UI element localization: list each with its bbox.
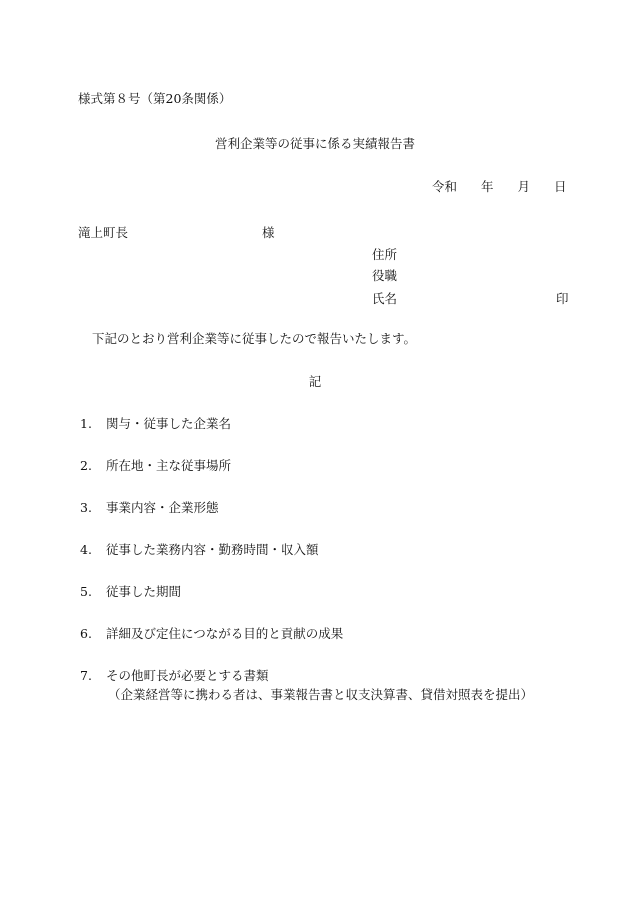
item-number: 2. — [80, 458, 92, 473]
document-title: 営利企業等の従事に係る実績報告書 — [214, 136, 415, 151]
addressee-honorific: 様 — [262, 225, 275, 240]
list-item — [80, 670, 269, 683]
date-year-label: 年 — [481, 179, 494, 194]
item-7-note: （企業経営等に携わる者は、事業報告書と収支決算書、貸借対照表を提出） — [108, 687, 534, 702]
address-label: 住所 — [372, 247, 398, 262]
date-day-label: 日 — [554, 179, 567, 194]
intro-text: 下記のとおり営利企業等に従事したので報告いたします。 — [92, 331, 417, 346]
name-label: 氏名 — [372, 291, 398, 306]
date-line — [432, 181, 567, 194]
item-number: 4. — [80, 542, 92, 557]
list-item — [80, 460, 231, 473]
list-item — [80, 418, 231, 431]
date-month-label: 月 — [517, 179, 531, 194]
item-label: 詳細及び定住につながる目的と貢献の成果 — [106, 626, 344, 641]
item-label: 従事した期間 — [106, 584, 182, 599]
item-label: 従事した業務内容・勤務時間・収入額 — [106, 542, 319, 557]
list-item — [80, 544, 319, 557]
item-number: 6. — [80, 626, 92, 641]
addressee-name: 滝上町長 — [78, 225, 129, 240]
list-item — [80, 502, 219, 515]
item-number: 5. — [80, 584, 92, 599]
item-label: その他町長が必要とする書類 — [106, 668, 269, 683]
ki-heading: 記 — [308, 374, 322, 389]
date-era: 令和 — [432, 179, 458, 194]
item-label: 関与・従事した企業名 — [106, 416, 232, 431]
list-item — [80, 586, 181, 599]
item-label: 事業内容・企業形態 — [106, 500, 219, 515]
item-number: 1. — [80, 416, 92, 431]
list-item — [80, 628, 343, 641]
form-number: 様式第８号（第20条関係） — [78, 91, 232, 106]
item-number: 7. — [80, 668, 92, 683]
item-label: 所在地・主な従事場所 — [106, 458, 232, 473]
seal-label: 印 — [556, 291, 569, 306]
role-label: 役職 — [372, 268, 398, 283]
item-number: 3. — [80, 500, 92, 515]
